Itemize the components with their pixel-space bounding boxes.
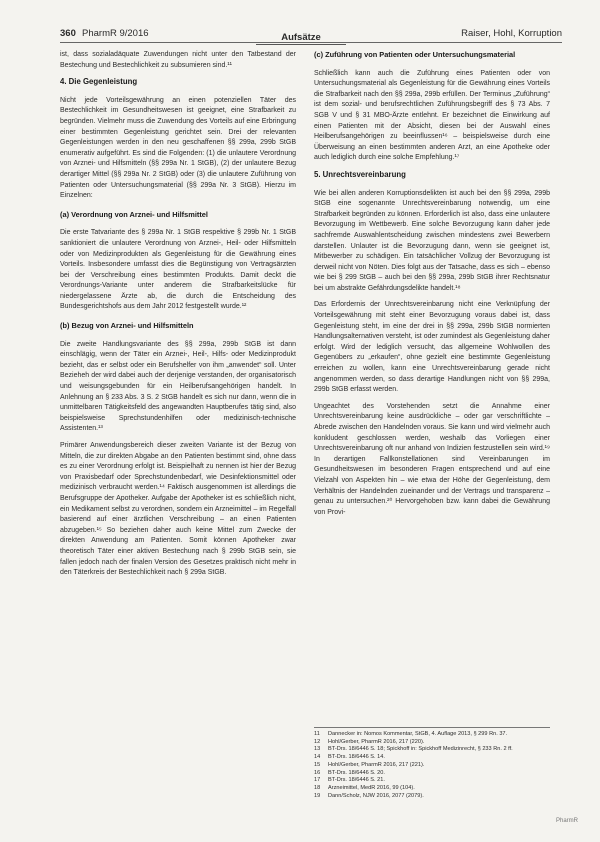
footnote (314, 785, 550, 793)
left-column (60, 50, 296, 585)
subsection-heading: (a) Verordnung von Arznei- und Hilfsmittel (60, 209, 208, 219)
footnote-text: Hohl/Gerber, PharmR 2016, 217 (220). (328, 738, 425, 745)
footnote-number: 18 (314, 784, 321, 791)
page-number: 360 (60, 28, 76, 39)
paragraph: Die zweite Handlungsvariante des §§ 299a, 299b StGB ist dann einschlägig, wenn der Täter ein Arznei-, Heil-, Hilfs- oder Medizinprodukt bezieht, das er selbst oder ein Berufshelfer von ihm „anwendet“ soll. Unter Bezieheh der wird dabei auch der derjenige verstanden, der organisatorisch und weisungsgebunden für ein Heilberufsangehörigen handelt. In Anlehnung an § 233 Abs. 3 S. 2 StGB handelt es sich nur dann, wenn die in unmittelbaren Tätigkeitsfeld des angewandten Hauptberufes tätig sind, also beispielsweise Sprechstundenhilfen oder medizinisch-technische Assistenten.¹³ (60, 340, 296, 433)
footnote-text: BT-Drs. 18/6446 S. 14. (328, 754, 385, 761)
paragraph: Schließlich kann auch die Zuführung eines Patienten oder von Untersuchungsmaterial als Gegenleistung für die Gewährung eines Vorteils die Strafbarkeit nach den §§ 299a, 299b erfüllen. Der Terminus „Zuführung“ ist dem sozial- und berufsrechtlichen Zuführungsbegriff des § 73 Abs. 7 SGB V und § 31 MBO-Ärzte entlehnt. Er bezeichnet die Einwirkung auf einen Patienten mit der Absicht, diesen bei der Auswahl eines Heilberufsangehörigen zu beeinflussen¹⁶ – beispielsweise durch eine Überweisung an einen bestimmten anderen Arzt, an eine Apotheke oder auch lediglich durch eine solche Empfehlung.¹⁷ (314, 69, 550, 162)
footnote-text: Dann/Scholz, NJW 2016, 2077 (2079). (328, 792, 424, 799)
footnote-number: 14 (314, 754, 321, 761)
footnote (314, 739, 550, 747)
running-authors: Raiser, Hohl, Korruption (461, 28, 562, 39)
footnote (314, 762, 550, 770)
footnote-text: Arzneimittel, MedR 2016, 99 (104). (328, 784, 415, 791)
paragraph: Ungeachtet des Vorstehenden setzt die Annahme einer Unrechtsvereinbarung keine ausdrückliche – oder gar verschriftlichte – Abrede zwischen den Handelnden voraus. Sie kann und wird vielmehr auch konkludent geschlossen werden, weshalb das Vorliegen einer Unrechtsvereinbarung oft nur anhand von Indizien festzustellen sein wird.¹⁹ In derartigen Fallkonstellationen sind Vereinbarungen im Gesundheitswesen im besonderen Fragen entsprechend und auf eine Vielzahl von Aspekten hin – wie etwa der Höhe der Gegenleistung, dem Verhältnis der Handelnden zueinander und der Vertrags und transparenz – genau zu untersuchen.²⁰ Hervorgehoben bzw. kann dabei die Gewährung von Provi- (314, 402, 550, 516)
section-heading: 4. Die Gegenleistung (60, 77, 138, 87)
footnote-text: BT-Drs. 18/6446 S. 18; Spickhoff in: Spickhoff Medizinrecht, § 233 Rn. 2 ff. (328, 746, 513, 753)
paragraph: Nicht jede Vorteilsgewährung an einen potenziellen Täter des Bestechlichkeit im Gesundheitswesen ist geeignet, eine Strafbarkeit zu begründen. Vielmehr muss die Zuwendung des Vorteils auf eine Erbringung einer bestimmten Gegenleistung gerichtet sein. Drei der relevanten Gegenleistungen werden in den neu geschaffenen §§ 299a, 299b StGB enumerativ aufgeführt. Es sind die Folgenden: (1) die unlautere Verordnung von Arznei- und Hilfsmitteln (§§ 299a Nr. 1 StGB), (2) der unlautere Bezug derartiger Mittel (§§ 299a Nr. 2 StGB) oder (3) die unlautere Zuführung von Patienten oder Untersuchungsmaterial (§§ 299a Nr. 3 StGB). Hierzu im Einzelnen: (60, 96, 296, 200)
page-header (60, 24, 562, 44)
footnote-text: BT-Drs. 18/6446 S. 21. (328, 777, 385, 784)
header-rule (60, 42, 562, 43)
footnote-number: 12 (314, 738, 321, 745)
footnote (314, 793, 550, 801)
footnote (314, 731, 550, 739)
section-heading: 5. Unrechtsvereinbarung (314, 169, 406, 179)
footnote-text: BT-Drs. 18/6446 S. 20. (328, 769, 385, 776)
footnote-number: 11 (314, 731, 320, 737)
subsection-heading: (c) Zuführung von Patienten oder Untersuchungsmaterial (314, 50, 516, 59)
paragraph: Das Erfordernis der Unrechtsvereinbarung nicht eine Verknüpfung der Vorteilsgewährung mit steht einer Bevorzugung voraus dabei ist, dass Gegenleistung steht, im eine der drei in §§ 299a, 299b StGB normierten Handlungsalternativen versteht, ist oder zumindest als Gegenleistung daher erfolgt. Wird der lediglich versucht, das allgemeine Wohlwollen des Gegenübers zu „erkaufen“, ohne gezielt eine bestimmte Gegenleistung erreichen zu wollen, kann eine Unrechtsvereinbarung gerade nicht angenommen werden, so dass derartige Handlungen nicht von §§ 299a, 299b StGB erfasst werden. (314, 301, 550, 394)
footnote (314, 770, 550, 778)
section-label: Aufsätze (256, 32, 346, 45)
paragraph: Wie bei allen anderen Korruptionsdelikten ist auch bei den §§ 299a, 299b StGB eine sogenannte Unrechtsvereinbarung notwendig, um eine Strafbarkeit begründen zu können. Erforderlich ist also, dass eine unlautere Bevorzugung im Wettbewerb. Eine solche Bevorzugung kann daher jede sachfremde Auswahlentscheidung zwischen mindestens zwei Bewerbern darstellen. Unlauter ist die Bevorzugung dann, wenn sie geeignet ist, Mitbewerber zu schädigen. Ein tatsächlicher Vollzug der Bevorzugung ist derweil nicht von Nöten. Dies folgt aus der Tatsache, dass es sich – ebenso wie bei § 299 StGB – auch bei den §§ 299a, 299b StGB ihrer Rechtsnatur bei um abstrakte Gefährdungsdelikte handelt.¹⁸ (314, 189, 550, 292)
footnote (314, 754, 550, 762)
subsection-heading: (b) Bezug von Arznei- und Hilfsmitteln (60, 321, 194, 331)
footnote-number: 17 (314, 777, 321, 784)
footnotes (314, 727, 550, 800)
paragraph: Die erste Tatvariante des § 299a Nr. 1 StGB respektive § 299b Nr. 1 StGB sanktioniert die unlautere Verordnung von Arznei-, Heil- oder Hilfsmitteln oder von Medizinprodukten als Gegenleistung für die Gewährung eines Vorteils. Insbesondere umfasst dies die Begünstigung von Vertragsärzten bei der Verschreibung eines bestimmten Produkts. Damit deckt die Verordnungs-Variante unter anderem die Strafbarkeitslücke für niedergelassene Ärzte ab, die durch die Entscheidung des Bundesgerichtshofs aus dem Jahr 2012 festgestellt wurde.¹² (60, 229, 296, 311)
footnote-number: 13 (314, 746, 321, 753)
paragraph: ist, dass sozialadäquate Zuwendungen nicht unter den Tatbestand der Bestechung und Bestechlichkeit zu subsumieren sind.¹¹ (60, 51, 296, 69)
corner-stamp: PharmR (555, 818, 578, 824)
footnote-number: 16 (314, 769, 321, 776)
footnote-number: 19 (314, 792, 321, 799)
footnote (314, 777, 550, 785)
paragraph: Primärer Anwendungsbereich dieser zweiten Variante ist der Bezug von Mitteln, die zur direkten Abgabe an den Patienten bestimmt sind, ohne dass es zu einer Verordnung erfolgt ist. Beispielhaft zu nennen ist hier der Bezug von Praxisbedarf oder Sprechstundenbedarf, wie Desinfektionsmittel oder medizinisch verbraucht werden.¹⁴ Faktisch ausgenommen ist allerdings die Berufsgruppe der Apotheker. Aufgabe der Apotheker ist es schließlich nicht, ein Medikament selbst zu verordnen, sondern ein Arzneimittel – im Regelfall basierend auf einer ärztlichen Verschreibung – an einen Patienten abzugeben.¹⁵ So beziehen daher auch keine Mittel zum Zwecke der direkten Anwendung am Patienten. Somit können Apotheker zwar theoretisch Täter einer aktiven Bestechung nach § 299b StGB sein, sie fallen jedoch nach der finalen Version des Gesetzes praktisch nicht mehr in den Täterkreis der Bestechlichkeit nach § 299a StGB. (60, 442, 296, 577)
right-column (314, 50, 550, 524)
footnote-number: 15 (314, 761, 321, 768)
footnote (314, 746, 550, 754)
footnote-text: Dannecker in: Nomos Kommentar, StGB, 4. Auflage 2013, § 299 Rn. 37. (328, 731, 508, 737)
journal-citation: PharmR 9/2016 (82, 28, 149, 39)
footnote-text: Hohl/Gerber, PharmR 2016, 217 (221). (328, 761, 425, 768)
